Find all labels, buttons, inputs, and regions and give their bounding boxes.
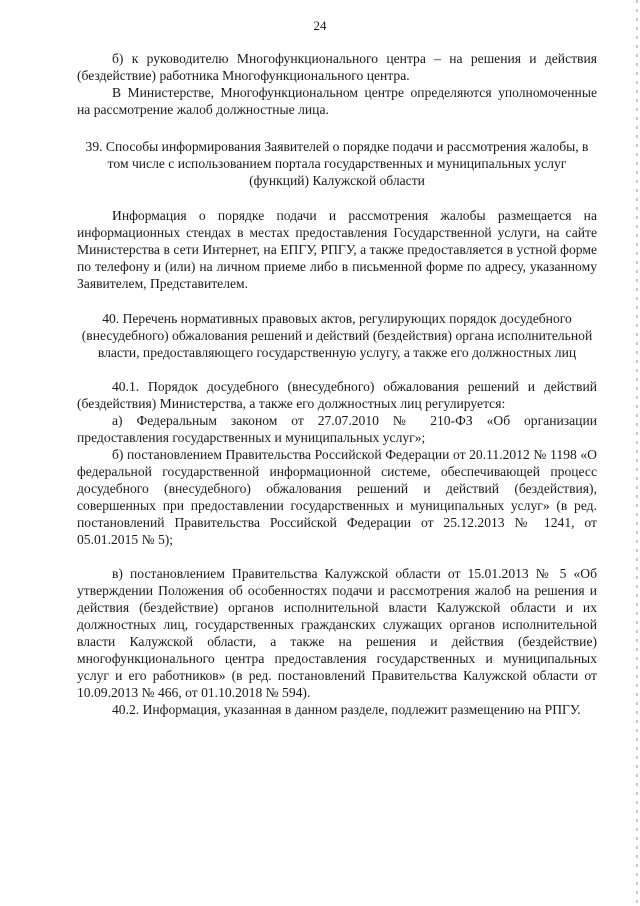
paragraph-authorized-officials: В Министерстве, Многофункциональном центре определяются уполномоченные на рассмотрение жалоб должностные лица.: [77, 85, 597, 117]
paragraph-regional-resolution: в) постановлением Правительства Калужской области от 15.01.2013 № 5 «Об утверждении Положения об особенностях подачи и рассмотрения жалоб на решения и действия (бездействие) органов исполнительной власти Калужской области и их должностных лиц, государственных гражданских служащих органов исполнительной власти Калужской области, а также на решения и действия (бездействие) многофункционального центра предоставления государственных и муниципальных услуг и его работников» (в ред. постановлений Правительства Калужской области от 10.09.2013 № 466, от 01.10.2018 № 594).: [77, 566, 597, 700]
paragraph-federal-resolution: б) постановлением Правительства Российской Федерации от 20.11.2012 № 1198 «О федеральной государственной информационной системе, обеспечивающей процесс досудебного (внесудебного) обжалования решений и действий (бездействия), совершенных при предоставлении государственных и муниципальных услуг» (в ред. постановлений Правительства Российской Федерации от 25.12.2013 № 1241, от 05.01.2015 № 5);: [77, 447, 597, 547]
document-body: [77, 50, 597, 718]
paragraph-complaint-mfc-head: б) к руководителю Многофункционального центра – на решения и действия (бездействие) работника Многофункционального центра.: [77, 51, 597, 83]
paragraph-complaint-info-placement: Информация о порядке подачи и рассмотрения жалобы размещается на информационных стендах в местах предоставления Государственной услуги, на сайте Министерства в сети Интернет, на ЕПГУ, РПГУ, а также предоставляется в устной форме по телефону и (или) на личном приеме либо в письменной форме по адресу, указанному Заявителем, Представителем.: [77, 208, 597, 291]
section-heading-40: 40. Перечень нормативных правовых актов, регулирующих порядок досудебного (внесудебного) обжалования решений и действий (бездействия) органа исполнительной власти, предоставляющего государственную услугу, а также его должностных лиц: [81, 311, 593, 360]
paragraph-40-2: 40.2. Информация, указанная в данном разделе, подлежит размещению на РПГУ.: [112, 702, 581, 717]
paragraph-40-1: 40.1. Порядок досудебного (внесудебного) обжалования решений и действий (бездействия) Министерства, а также его должностных лиц регулируется:: [77, 379, 597, 411]
section-heading-39: 39. Способы информирования Заявителей о порядке подачи и рассмотрения жалобы, в том числе с использованием портала государственных и муниципальных услуг (функций) Калужской области: [85, 139, 589, 188]
paragraph-federal-law: а) Федеральным законом от 27.07.2010 № 210-ФЗ «Об организации предоставления государственных и муниципальных услуг»;: [77, 413, 597, 445]
page-number: 24: [313, 18, 327, 33]
scan-edge-stitching: [636, 0, 638, 906]
